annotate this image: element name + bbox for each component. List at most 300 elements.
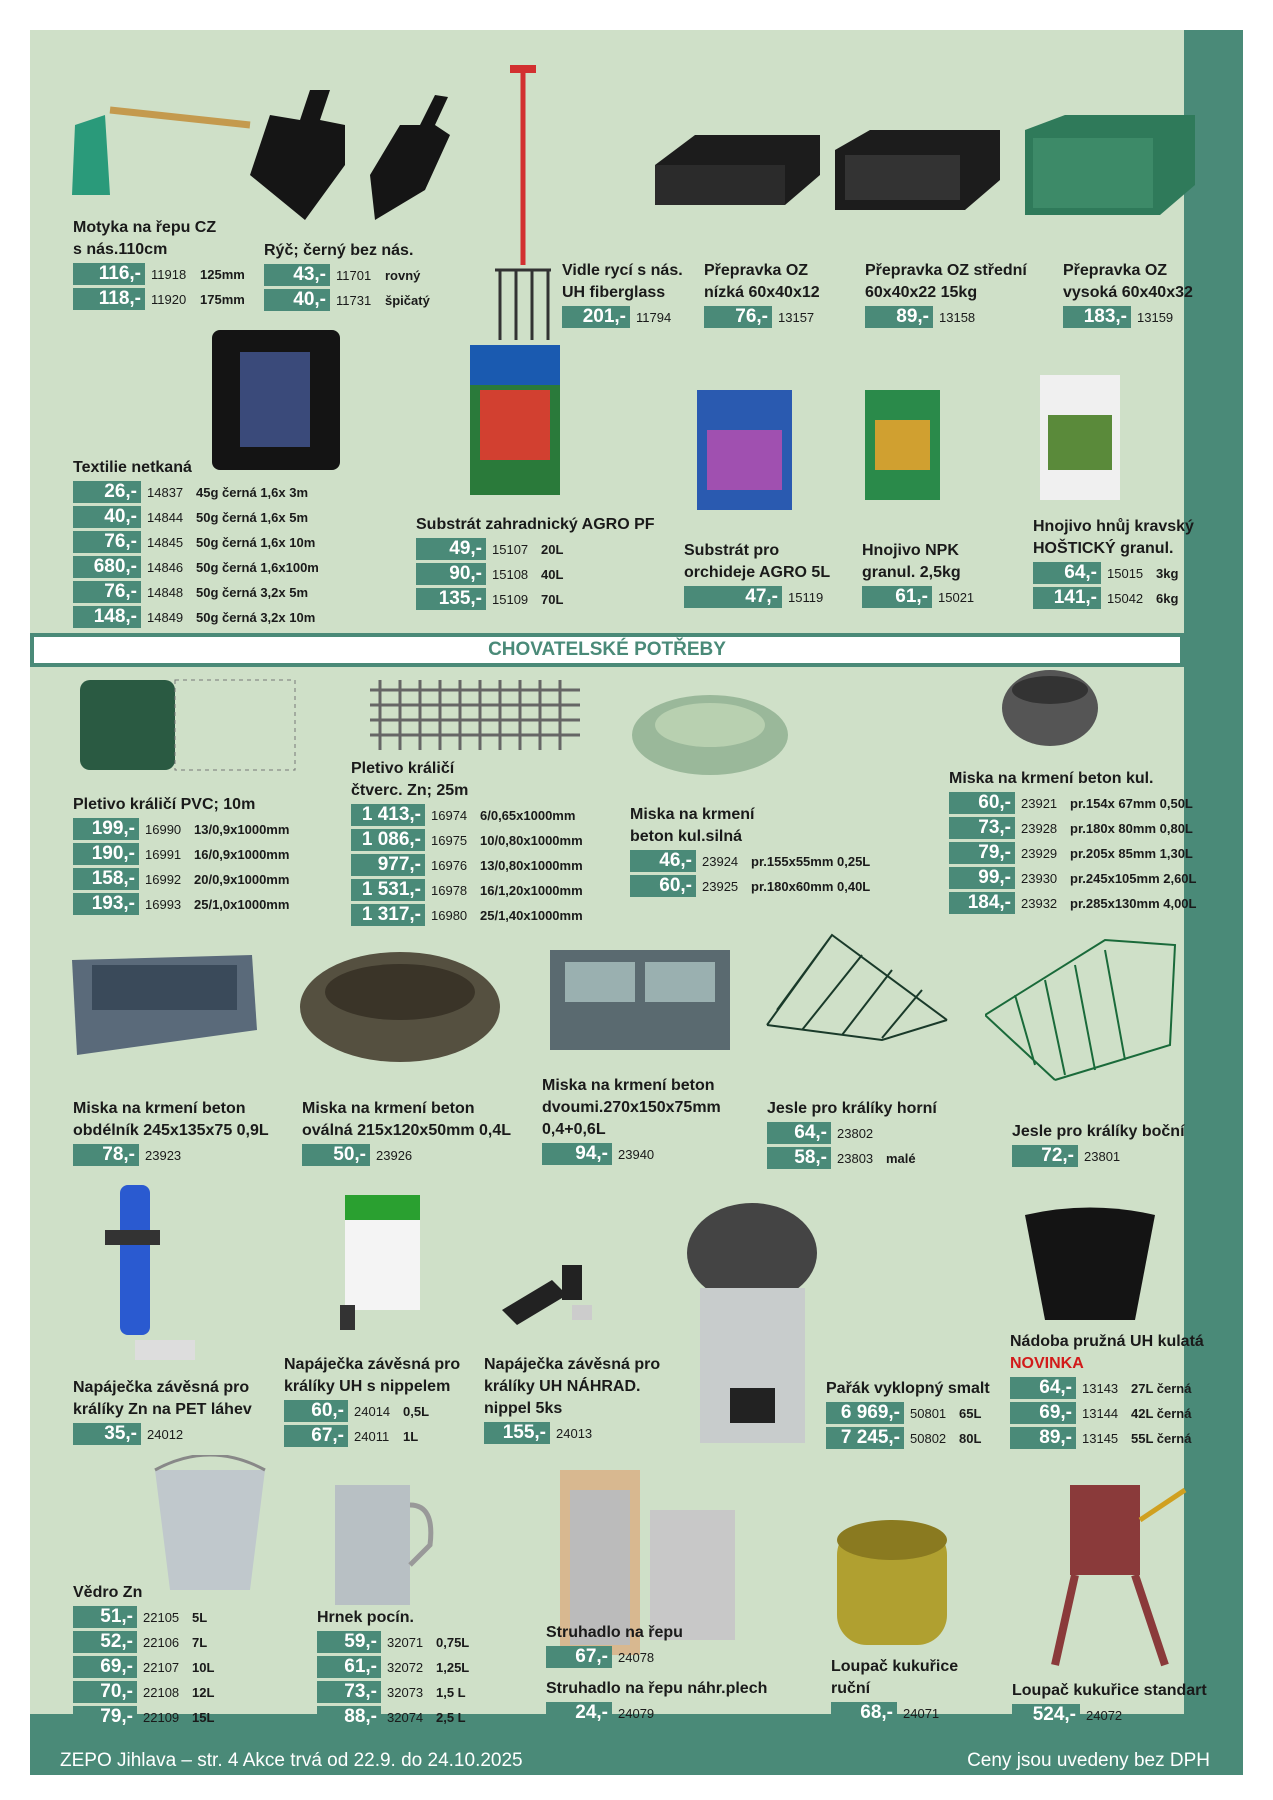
product-miska-ovalna [302,1098,511,1167]
price-row [949,841,1196,865]
product-code: 11918 [151,266,187,282]
price-tag: 58,- [767,1147,831,1169]
product-jesle-bocni [1012,1121,1185,1168]
product-name: Substrát pro [684,542,780,559]
price-row [73,530,319,554]
product-napajecka-uh [284,1354,460,1448]
price-row [949,791,1196,815]
product-name: Miska na krmení beton [73,1100,246,1117]
product-spec: 2,5 L [436,1709,466,1725]
product-name: Jesle pro králíky boční [1012,1123,1185,1140]
price-row [351,853,583,877]
price-tag: 73,- [949,817,1015,839]
product-code: 11701 [336,267,372,283]
price-tag: 69,- [73,1656,137,1678]
product-spec: pr.154x 67mm 0,50L [1070,795,1193,811]
product-code: 24013 [556,1425,593,1441]
product-name: HOŠTICKÝ granul. [1033,540,1174,557]
price-tag: 61,- [862,586,932,608]
product-textilie [73,457,319,629]
product-code: 16993 [145,896,182,912]
novinka-badge: NOVINKA [1010,1355,1084,1372]
product-code: 24072 [1086,1707,1123,1723]
price-row [1012,1703,1207,1727]
bucket-image [145,1455,275,1595]
price-row [1063,305,1193,329]
price-tag: 158,- [73,868,139,890]
product-miska-obdelnik [73,1098,269,1167]
product-code: 15015 [1107,565,1144,581]
product-code: 15107 [492,541,529,557]
price-row [949,816,1196,840]
price-row [542,1142,721,1166]
product-code: 16980 [431,907,468,923]
product-code: 13157 [778,309,815,325]
product-miska-silna [630,804,870,898]
price-row [1012,1144,1185,1168]
product-name: beton kul.silná [630,828,743,845]
price-row [684,585,833,609]
price-row [264,263,430,287]
product-struhadlo [546,1622,683,1669]
product-code: 32071 [387,1634,424,1650]
product-spec: 13/0,9x1000mm [194,821,290,837]
product-spec: 70L [541,591,564,607]
product-spec: pr.205x 85mm 1,30L [1070,845,1193,861]
product-name: Nádoba pružná UH kulatá [1010,1333,1204,1350]
price-tag: 79,- [73,1706,137,1728]
price-tag: 70,- [73,1681,137,1703]
price-row [826,1401,990,1425]
price-row [630,874,870,898]
price-tag: 50,- [302,1144,370,1166]
product-code: 22106 [143,1634,180,1650]
price-row [317,1705,469,1729]
crate-middle-image [835,125,1005,215]
product-loupac-standart [1012,1680,1207,1727]
price-row [862,585,983,609]
price-tag: 184,- [949,892,1015,914]
price-tag: 43,- [264,264,330,286]
price-row [704,305,823,329]
product-pletivo-pvc [73,794,289,916]
price-row [73,1655,214,1679]
price-tag: 79,- [949,842,1015,864]
product-name: Substrát zahradnický AGRO PF [416,516,655,533]
price-tag: 7 245,- [826,1427,904,1449]
product-code: 13158 [939,309,976,325]
product-name: Textilie netkaná [73,459,192,476]
manure-bag-image [1040,375,1120,500]
price-row [317,1680,469,1704]
product-orchidej [684,540,833,609]
hay-rack-top-image [762,930,952,1045]
price-row [302,1143,511,1167]
product-miska-dvoumi [542,1075,721,1166]
product-code: 32074 [387,1709,424,1725]
product-name: nippel 5ks [484,1400,563,1417]
pvc-net-image [80,675,300,775]
product-spec: 25/1,40x1000mm [480,907,583,923]
price-row [351,903,583,927]
product-spec: 1L [403,1428,419,1444]
product-spec: 12L [192,1684,215,1700]
price-row [546,1645,683,1669]
product-spec: 25/1,0x1000mm [194,896,290,912]
bowl-thick-image [630,690,790,780]
product-code: 23803 [837,1150,874,1166]
product-name: králíky UH s nippelem [284,1378,451,1395]
product-motyka [73,217,245,311]
orchid-bag-image [697,390,792,510]
product-code: 23932 [1021,895,1058,911]
price-tag: 40,- [264,289,330,311]
price-row [351,803,583,827]
product-spec: 1,5 L [436,1684,466,1700]
product-code: 24071 [903,1705,940,1721]
price-tag: 201,- [562,306,630,328]
price-tag: 199,- [73,818,139,840]
product-code: 23802 [837,1125,874,1141]
price-tag: 89,- [1010,1427,1076,1449]
product-substrat [416,514,655,611]
product-spec: 15L [192,1709,215,1725]
product-name: Vědro Zn [73,1584,143,1601]
price-row [73,892,289,916]
price-row [416,562,655,586]
price-tag: 88,- [317,1706,381,1728]
price-tag: 47,- [684,586,782,608]
price-tag: 49,- [416,538,486,560]
price-row [562,305,683,329]
price-row [73,842,289,866]
textile-image [212,330,340,470]
product-code: 23925 [702,878,739,894]
page-footer [60,1750,1210,1774]
product-spec: 125mm [200,266,245,282]
price-tag: 141,- [1033,587,1101,609]
price-tag: 680,- [73,556,141,578]
npk-bag-image [865,390,940,500]
product-code: 14845 [147,534,184,550]
price-row [546,1701,767,1725]
price-tag: 60,- [284,1400,348,1422]
product-napajecka-pet [73,1377,252,1446]
bowl-rect-image [72,950,262,1060]
product-spec: 50g černá 3,2x 10m [196,609,316,625]
product-code: 23929 [1021,845,1058,861]
product-code: 24079 [618,1705,655,1721]
product-code: 11794 [636,309,672,325]
price-row [73,480,319,504]
product-code: 16975 [431,832,468,848]
price-row [73,1680,214,1704]
product-spec: 80L [959,1430,982,1446]
product-code: 32073 [387,1684,424,1700]
product-npk [862,540,983,609]
price-row [73,817,289,841]
product-code: 22105 [143,1609,180,1625]
product-vidle [562,260,683,329]
product-code: 23924 [702,853,739,869]
product-spec: 1,25L [436,1659,470,1675]
product-name: králíky UH NÁHRAD. [484,1378,641,1395]
price-row [73,1143,269,1167]
price-row [1010,1376,1204,1400]
product-prepravka-nizka [704,260,823,329]
price-tag: 67,- [546,1646,612,1668]
product-code: 11731 [336,292,372,308]
price-tag: 60,- [630,875,696,897]
product-code: 22107 [143,1659,180,1675]
price-tag: 40,- [73,506,141,528]
product-spec: pr.180x 80mm 0,80L [1070,820,1193,836]
product-spec: malé [886,1150,916,1166]
price-row [865,305,1027,329]
product-name: UH fiberglass [562,284,666,301]
product-spec: 0,5L [403,1403,430,1419]
price-row [1010,1401,1204,1425]
product-name: Přepravka OZ [704,262,809,279]
product-code: 15119 [788,589,824,605]
product-loupac-rucni [831,1656,958,1725]
product-code: 16990 [145,821,182,837]
product-spec: rovný [385,267,421,283]
product-name: čtverc. Zn; 25m [351,782,469,799]
steamer-image [685,1198,820,1443]
product-ryc [264,240,430,312]
price-tag: 61,- [317,1656,381,1678]
product-spec: 55L černá [1131,1430,1192,1446]
product-name: Hnojivo NPK [862,542,959,559]
product-name: Miska na krmení beton [542,1077,715,1094]
product-vedro [73,1582,214,1729]
price-tag: 183,- [1063,306,1131,328]
price-row [73,1605,214,1629]
product-name: 60x40x22 15kg [865,284,978,301]
price-row [630,849,870,873]
product-code: 13144 [1082,1405,1119,1421]
product-code: 13143 [1082,1380,1119,1396]
product-code: 15109 [492,591,529,607]
price-tag: 90,- [416,563,486,585]
price-row [284,1399,460,1423]
product-code: 16976 [431,857,468,873]
nipple-drinker-image [340,1195,425,1335]
product-spec: pr.285x130mm 4,00L [1070,895,1197,911]
price-tag: 64,- [1033,562,1101,584]
product-code: 24012 [147,1426,184,1442]
price-tag: 977,- [351,854,425,876]
product-code: 14846 [147,559,184,575]
product-name: Jesle pro králíky horní [767,1100,937,1117]
price-row [317,1630,469,1654]
product-name: Struhadlo na řepu náhr.plech [546,1680,768,1697]
product-spec: 65L [959,1405,982,1421]
product-code: 13145 [1082,1430,1119,1446]
product-code: 22109 [143,1709,180,1725]
product-name: Rýč; černý bez nás. [264,242,414,259]
price-tag: 26,- [73,481,141,503]
product-name: Napáječka závěsná pro [284,1356,461,1373]
price-row [73,505,319,529]
product-name: Miska na krmení beton kul. [949,770,1154,787]
product-name: Hnojivo hnůj kravský [1033,518,1194,535]
price-row [73,1630,214,1654]
product-code: 23928 [1021,820,1058,836]
price-tag: 1 531,- [351,879,425,901]
product-code: 22108 [143,1684,180,1700]
price-row [264,288,430,312]
fork-image [490,65,560,345]
product-name: králíky Zn na PET láhev [73,1401,252,1418]
hoe-image [70,95,255,200]
product-spec: pr.180x60mm 0,40L [751,878,871,894]
price-row [351,878,583,902]
price-row [284,1424,460,1448]
price-tag: 1 317,- [351,904,425,926]
bowl-double-image [550,950,730,1050]
product-pletivo-zn [351,758,583,927]
price-row [831,1701,958,1725]
price-tag: 116,- [73,263,145,285]
product-code: 11920 [151,291,187,307]
product-name: orchideje AGRO 5L [684,564,831,581]
product-spec: 0,75L [436,1634,470,1650]
price-row [1033,586,1194,610]
price-tag: 94,- [542,1143,612,1165]
product-code: 23923 [145,1147,182,1163]
product-name: granul. 2,5kg [862,564,961,581]
corn-sheller-hand-image [822,1515,962,1655]
product-prepravka-stredni [865,260,1027,329]
price-tag: 1 413,- [351,804,425,826]
product-code: 14844 [147,509,184,525]
product-code: 23921 [1021,795,1058,811]
product-miska-kul [949,768,1196,915]
product-spec: 10L [192,1659,215,1675]
product-spec: 5L [192,1609,208,1625]
price-row [73,1705,214,1729]
product-spec: 16/1,20x1000mm [480,882,583,898]
product-spec: 45g černá 1,6x 3m [196,484,309,500]
price-tag: 46,- [630,850,696,872]
price-row [351,828,583,852]
price-row [73,580,319,604]
product-spec: 50g černá 3,2x 5m [196,584,309,600]
product-spec: 50g černá 1,6x 5m [196,509,309,525]
price-row [416,537,655,561]
price-tag: 60,- [949,792,1015,814]
price-row [949,891,1196,915]
product-name: Vidle rycí s nás. [562,262,683,279]
product-spec: 16/0,9x1000mm [194,846,290,862]
product-code: 24078 [618,1649,655,1665]
product-name: Napáječka závěsná pro [484,1356,661,1373]
product-spec: pr.245x105mm 2,60L [1070,870,1197,886]
price-row [949,866,1196,890]
spade-image [250,85,480,225]
price-tag: 148,- [73,606,141,628]
product-spec: 6kg [1156,590,1179,606]
price-tag: 6 969,- [826,1402,904,1424]
product-spec: pr.155x55mm 0,25L [751,853,871,869]
crate-low-image [655,130,825,210]
product-spec: 7L [192,1634,208,1650]
product-code: 15108 [492,566,529,582]
product-hrnek [317,1607,469,1729]
price-tag: 135,- [416,588,486,610]
product-name: Miska na krmení [630,806,755,823]
product-spec: 40L [541,566,564,582]
product-code: 23930 [1021,870,1058,886]
product-spec: 20/0,9x1000mm [194,871,290,887]
product-napajecka-nahrad [484,1354,660,1445]
product-code: 14849 [147,609,184,625]
price-tag: 1 086,- [351,829,425,851]
price-tag: 64,- [767,1122,831,1144]
product-name: Motyka na řepu CZ [73,219,217,236]
price-tag: 64,- [1010,1377,1076,1399]
price-tag: 193,- [73,893,139,915]
pet-drinker-image [100,1185,200,1365]
product-code: 32072 [387,1659,424,1675]
price-tag: 76,- [73,581,141,603]
product-code: 16974 [431,807,468,823]
product-spec: 175mm [200,291,245,307]
product-spec: špičatý [385,292,430,308]
product-parak [826,1378,990,1450]
price-row [767,1121,937,1145]
hay-rack-side-image [985,935,1185,1085]
product-nadoba [1010,1331,1204,1450]
price-tag: 72,- [1012,1145,1078,1167]
product-spec: 10/0,80x1000mm [480,832,583,848]
product-name: ruční [831,1680,871,1697]
product-spec: 13/0,80x1000mm [480,857,583,873]
price-tag: 67,- [284,1425,348,1447]
product-code: 16991 [145,846,182,862]
price-tag: 68,- [831,1702,897,1724]
product-name: Pařák vyklopný smalt [826,1380,990,1397]
price-tag: 51,- [73,1606,137,1628]
footer-note: Ceny jsou uvedeny bez DPH [967,1750,1210,1771]
price-row [416,587,655,611]
product-name: Pletivo králičí [351,760,455,777]
product-name: Přepravka OZ střední [865,262,1027,279]
substrate-bag-image [470,345,560,495]
price-tag: 24,- [546,1702,612,1724]
product-spec: 27L černá [1131,1380,1192,1396]
product-spec: 50g černá 1,6x 10m [196,534,316,550]
product-code: 23940 [618,1146,655,1162]
product-name: nízká 60x40x12 [704,284,820,301]
product-code: 24014 [354,1403,391,1419]
product-code: 23926 [376,1147,413,1163]
price-tag: 118,- [73,288,145,310]
product-name: Struhadlo na řepu [546,1624,683,1641]
product-spec: 3kg [1156,565,1179,581]
product-name: vysoká 60x40x32 [1063,284,1193,301]
product-name: Hrnek pocín. [317,1609,414,1626]
price-row [73,287,245,311]
product-hnuj [1033,516,1194,610]
product-prepravka-vysoka [1063,260,1193,329]
price-row [1010,1426,1204,1450]
product-struhadlo-plech [546,1678,767,1725]
product-code: 16978 [431,882,468,898]
footer-info: ZEPO Jihlava – str. 4 Akce trvá od 22.9. do 24.10.2025 [60,1750,523,1771]
